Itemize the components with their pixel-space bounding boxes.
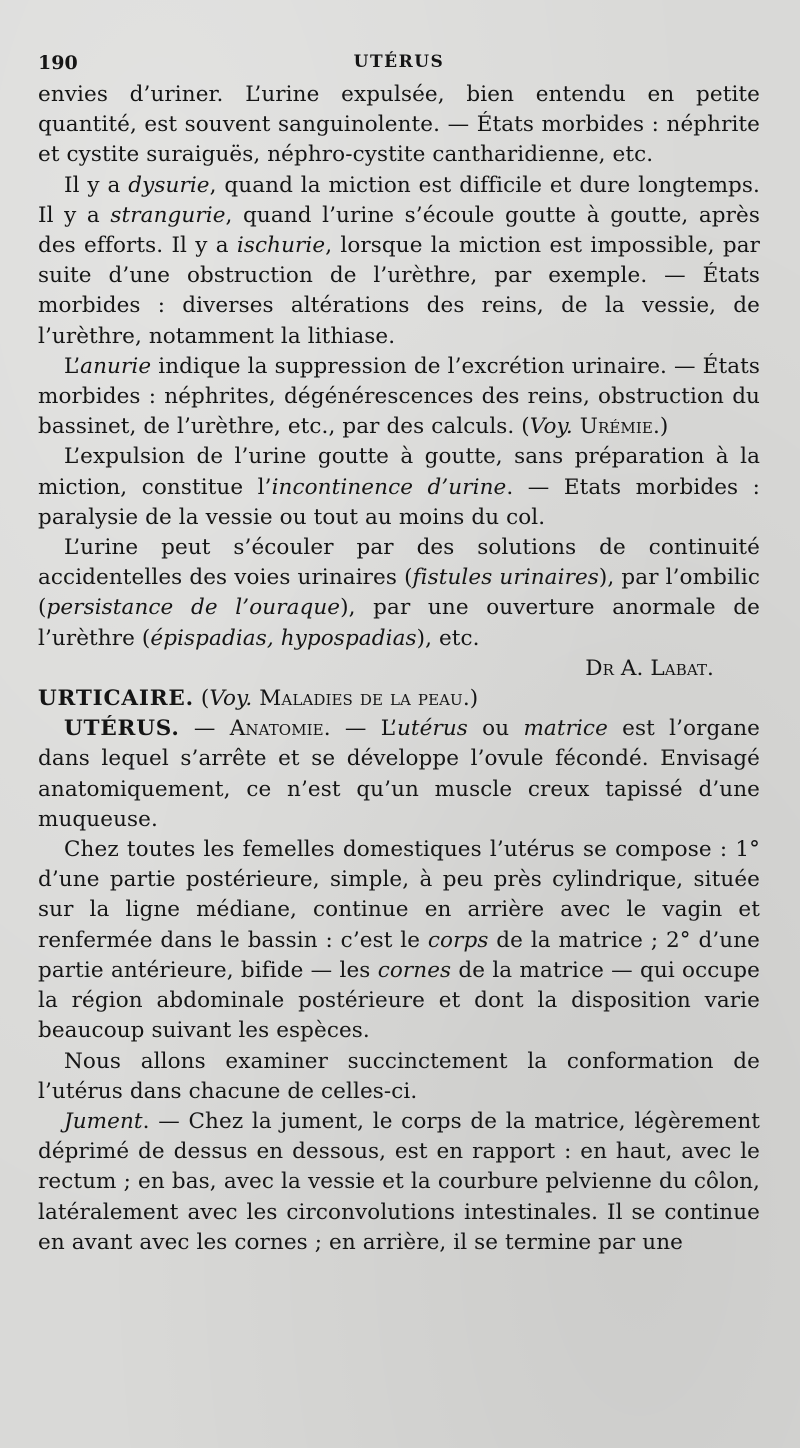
text-run: , quand l’urine s’écoule goutte à goutte, après des efforts. Il y a bbox=[38, 202, 760, 259]
cross-ref-maladies-peau: Maladies de la peau bbox=[259, 686, 463, 712]
text-run: .) bbox=[652, 414, 669, 440]
paragraph-dysurie bbox=[38, 171, 760, 352]
entry-urticaire bbox=[38, 684, 760, 714]
paragraph-jument bbox=[38, 1107, 760, 1258]
term-fistules: fistules urinaires bbox=[412, 565, 599, 591]
text-run: ( bbox=[193, 686, 210, 712]
text-run: Chez toutes les femelles domestiques l’utérus se compose : 1° d’une partie postérieure, simple, à peu près cylindrique, située sur la ligne médiane, continue en arrière avec le vagin et renfermée dans le bassin : c’est le bbox=[38, 837, 760, 953]
term-incontinence: incontinence d’urine bbox=[271, 474, 507, 500]
text-run: de la matrice — qui occupe la région abdominale postérieure et dont la disposition varie beaucoup suivant les espèces. bbox=[38, 957, 760, 1044]
text-run: — bbox=[179, 716, 230, 742]
text-run: ), par l’ombilic ( bbox=[38, 565, 761, 621]
term-epispadias: épispadias, hypospadias bbox=[150, 625, 417, 651]
term-corps: corps bbox=[427, 927, 489, 953]
cross-ref-uremie: Urémie bbox=[579, 414, 653, 440]
term-cornes: cornes bbox=[377, 957, 452, 983]
term-strangurie: strangurie bbox=[110, 202, 226, 228]
text-run: ), etc. bbox=[416, 625, 480, 651]
text-run: indique la suppression de l’excrétion urinaire. — États morbides : néphrites, dégénérescences des reins, obstruction du bassinet, de l’urèthre, etc., par des calculs. ( bbox=[38, 353, 760, 440]
text-run: , lorsque la miction est impossible, par suite d’une obstruction de l’urèthre, par exemple. — États morbides : diverses altérations des reins, de la vessie, de l’urèthre, notamment la lithiase. bbox=[38, 233, 760, 349]
text-run: ), par une ouverture anormale de l’urèthre ( bbox=[38, 595, 760, 651]
text-run: . — Etats morbides : paralysie de la vessie ou tout au moins du col. bbox=[38, 474, 760, 530]
author-signature: Dr A. Labat. bbox=[585, 655, 714, 681]
text-run: de la matrice ; 2° d’une partie antérieure, bifide — les bbox=[38, 927, 760, 983]
paragraph-anurie bbox=[38, 352, 760, 443]
text-run: L’ bbox=[64, 353, 81, 379]
body-text bbox=[38, 80, 760, 1258]
paragraph-incontinence bbox=[38, 442, 760, 533]
paragraph-fistules bbox=[38, 533, 760, 654]
term-ischurie: ischurie bbox=[236, 233, 326, 259]
text-run: Il y a bbox=[64, 172, 129, 198]
entry-heading-uterus: UTÉRUS. bbox=[64, 716, 180, 742]
term-dysurie: dysurie bbox=[128, 172, 210, 198]
cross-ref-voy: Voy. bbox=[209, 686, 253, 712]
term-uterus: utérus bbox=[396, 716, 468, 742]
cross-ref-voy: Voy. bbox=[529, 414, 573, 440]
term-matrice: matrice bbox=[523, 716, 608, 742]
text-run: , quand la miction est difficile et dure longtemps. Il y a bbox=[38, 172, 760, 228]
text-run: . — Chez la jument, le corps de la matrice, légèrement déprimé de dessus en dessous, est en rapport : en haut, avec le rectum ; en bas, avec la vessie et la courbure pelvienne du côlon, latéralement avec les circonvolutions intestinales. Il se continue en avant avec les cornes ; en arrière, il se termine par une bbox=[38, 1108, 760, 1255]
text-run: L’expulsion de l’urine goutte à goutte, sans préparation à la miction, constitue l’ bbox=[38, 444, 760, 500]
entry-heading-urticaire: URTICAIRE. bbox=[38, 686, 194, 712]
text-run: est l’organe dans lequel s’arrête et se développe l’ovule fécondé. Envisagé anatomiquement, ce n’est qu’un muscle creux tapissé d’une muqueuse. bbox=[38, 716, 761, 832]
text-run: ou bbox=[467, 716, 524, 742]
entry-uterus bbox=[38, 714, 760, 835]
text-run: . — L’ bbox=[323, 716, 397, 742]
term-anurie: anurie bbox=[80, 353, 152, 379]
running-title: UTÉRUS bbox=[353, 52, 445, 72]
text-run bbox=[573, 414, 580, 439]
text-run: .) bbox=[462, 686, 479, 712]
paragraph-femelles bbox=[38, 835, 760, 1046]
paragraph-examiner: Nous allons examiner succinctement la conformation de l’utérus dans chacune de celles-ci. bbox=[38, 1048, 760, 1104]
section-anatomie: Anatomie bbox=[229, 716, 324, 742]
term-ouraque: persistance de l’ouraque bbox=[46, 595, 341, 621]
page-number: 190 bbox=[38, 52, 78, 74]
paragraph-continued: envies d’uriner. L’urine expulsée, bien entendu en petite quantité, est souvent sanguinolente. — États morbides : néphrite et cystite suraiguës, néphro-cystite cantharidienne, etc. bbox=[38, 82, 760, 168]
text-run: L’urine peut s’écouler par des solutions de continuité accidentelles des voies urinaires ( bbox=[38, 535, 760, 591]
running-head bbox=[38, 46, 760, 80]
term-jument: Jument bbox=[64, 1108, 143, 1134]
